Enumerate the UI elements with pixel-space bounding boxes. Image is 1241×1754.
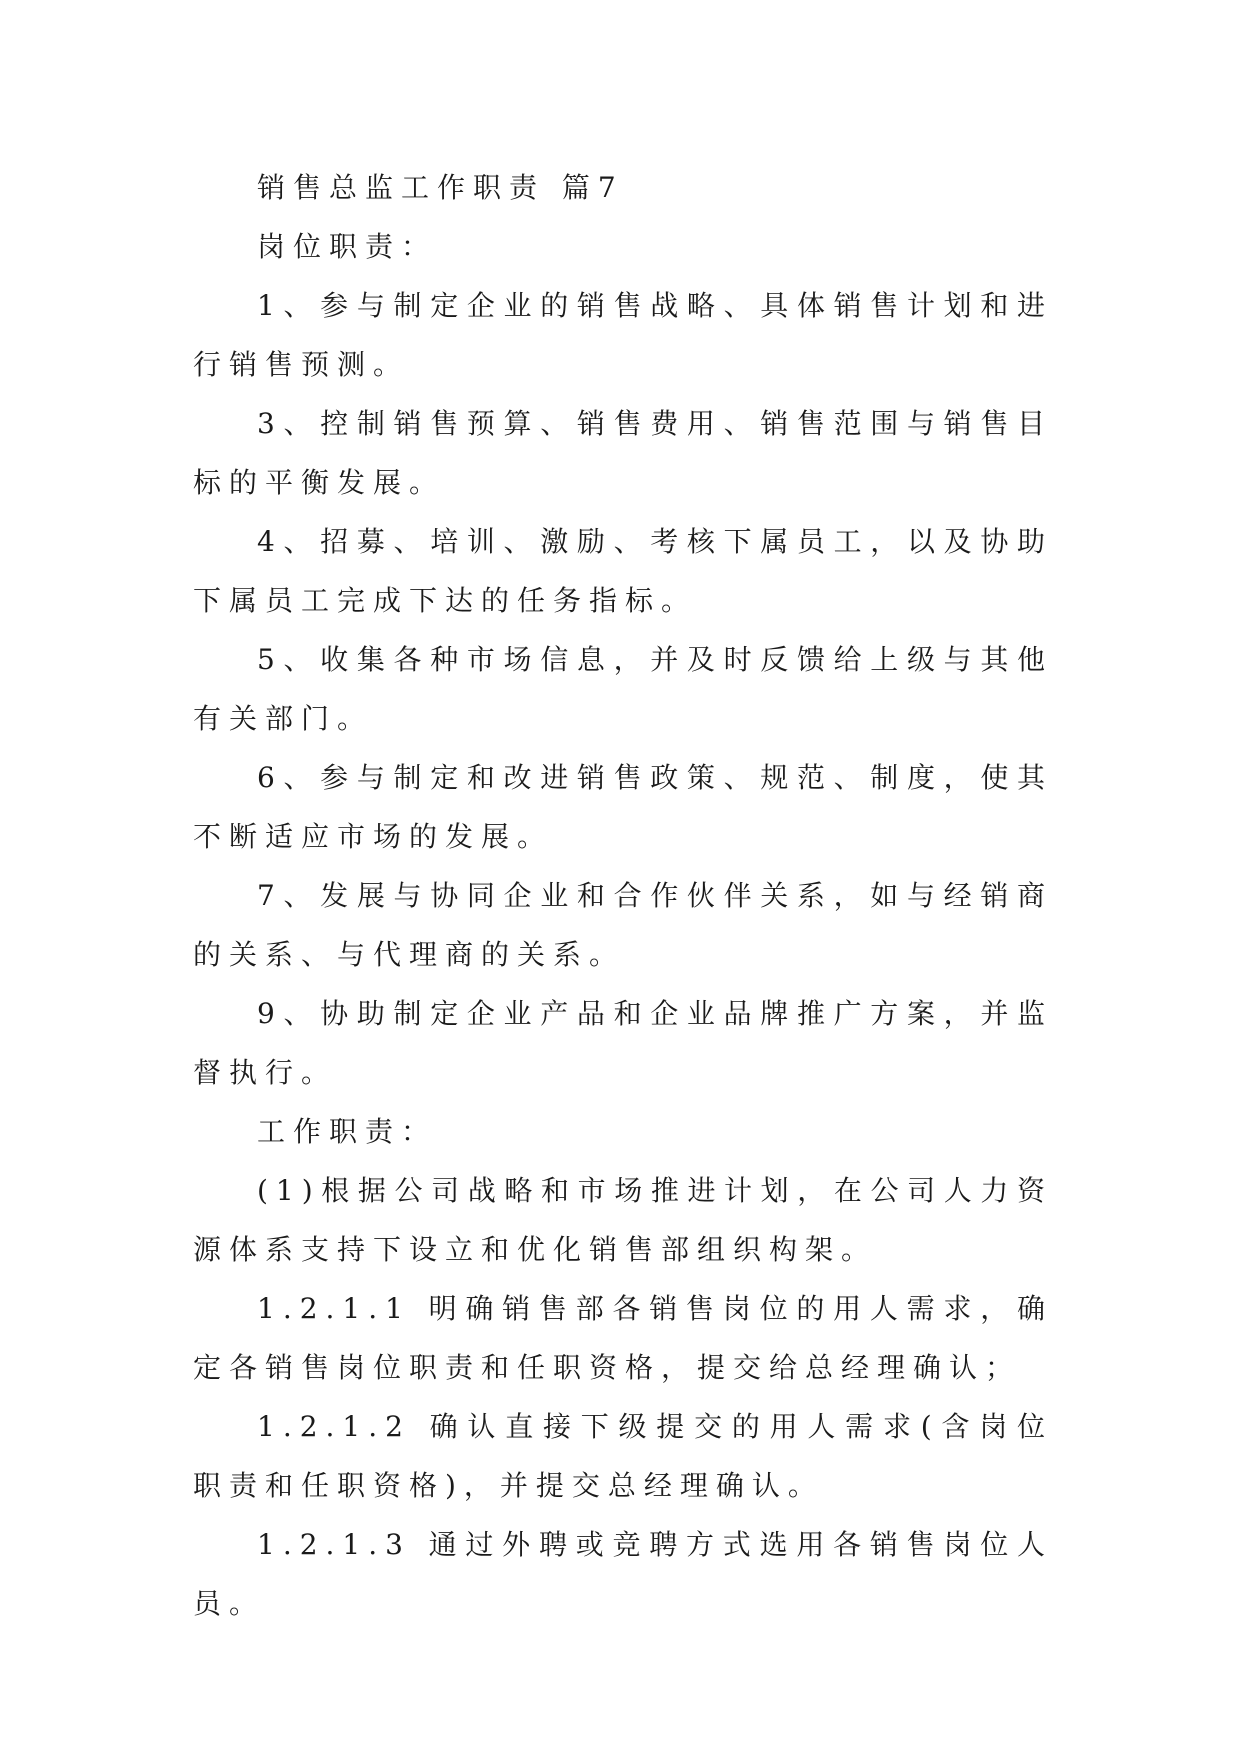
paragraph-9: 工作职责：: [257, 1115, 438, 1148]
paragraph-8: 9、协助制定企业产品和企业品牌推广方案，并监督执行。: [193, 997, 1053, 1089]
paragraph-6: 6、参与制定和改进销售政策、规范、制度，使其不断适应市场的发展。: [193, 761, 1053, 853]
paragraph-1: 岗位职责：: [257, 230, 438, 263]
paragraph-3: 3、控制销售预算、销售费用、销售范围与销售目标的平衡发展。: [193, 407, 1053, 499]
paragraph-10: (1)根据公司战略和市场推进计划，在公司人力资源体系支持下设立和优化销售部组织构架。: [193, 1174, 1053, 1266]
document-title: 销售总监工作职责 篇7: [257, 171, 624, 204]
paragraph-2: 1、参与制定企业的销售战略、具体销售计划和进行销售预测。: [193, 289, 1053, 381]
paragraph-13: 1.2.1.3 通过外聘或竞聘方式选用各销售岗位人员。: [193, 1528, 1053, 1620]
paragraph-7: 7、发展与协同企业和合作伙伴关系，如与经销商的关系、与代理商的关系。: [193, 879, 1053, 971]
paragraph-12: 1.2.1.2 确认直接下级提交的用人需求(含岗位职责和任职资格)，并提交总经理确认。: [193, 1410, 1053, 1502]
paragraph-11: 1.2.1.1 明确销售部各销售岗位的用人需求，确定各销售岗位职责和任职资格，提交给总经理确认；: [193, 1292, 1053, 1384]
paragraph-5: 5、收集各种市场信息，并及时反馈给上级与其他有关部门。: [193, 643, 1053, 735]
paragraph-4: 4、招募、培训、激励、考核下属员工，以及协助下属员工完成下达的任务指标。: [193, 525, 1053, 617]
document-body: [193, 158, 1053, 1633]
